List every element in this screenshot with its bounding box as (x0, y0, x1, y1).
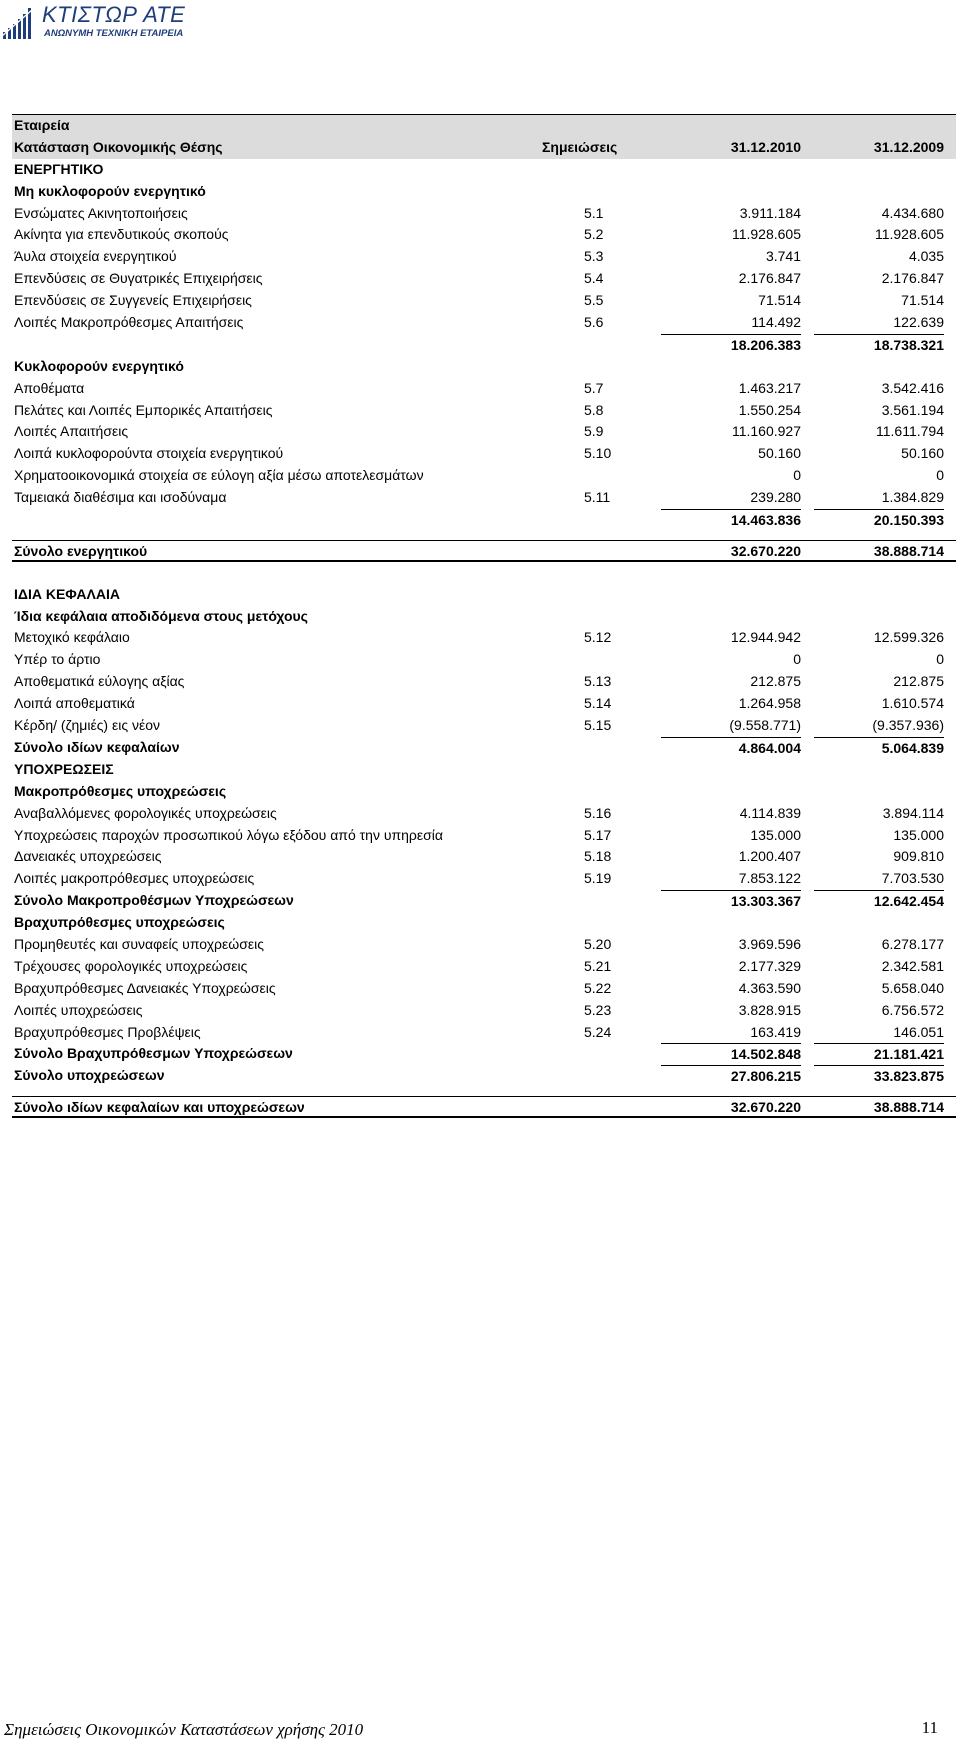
value-2010: 0 (793, 651, 801, 668)
row-label: Λοιπές Μακροπρόθεσμες Απαιτήσεις (14, 314, 244, 331)
table-row (12, 803, 956, 825)
value-2009: 18.738.321 (814, 334, 944, 357)
value-2009: 122.639 (893, 314, 944, 331)
note-ref: 5.19 (584, 870, 612, 887)
table-row (12, 693, 956, 715)
current-total-row (12, 509, 956, 531)
value-2010: 1.264.958 (738, 695, 801, 712)
value-2009: 3.894.114 (882, 804, 944, 821)
value-2010: 4.864.004 (661, 737, 801, 760)
value-2010: 2.176.847 (738, 270, 801, 287)
row-label: Ταμειακά διαθέσιμα και ισοδύναμα (14, 489, 227, 506)
entity-label: Εταιρεία (14, 117, 70, 133)
table-row (12, 825, 956, 847)
table-row (12, 487, 956, 509)
note-ref: 5.15 (584, 717, 612, 734)
value-2010: 3.969.596 (738, 935, 801, 952)
total-assets-row (12, 540, 956, 562)
total-liabilities-row (12, 1065, 956, 1087)
value-2009: 33.823.875 (814, 1065, 944, 1088)
long-term-liabilities-list (12, 803, 956, 891)
row-label: Κέρδη/ (ζημιές) εις νέον (14, 717, 161, 734)
short-term-heading (12, 912, 956, 934)
row-label: Βραχυπρόθεσμες Δανειακές Υποχρεώσεις (14, 979, 276, 996)
col-2009-header: 31.12.2009 (873, 138, 944, 155)
value-2010: 3.828.915 (738, 1001, 801, 1018)
note-ref: 5.9 (584, 423, 604, 440)
table-row (12, 649, 956, 671)
noncurrent-total-row (12, 334, 956, 356)
table-row (12, 268, 956, 290)
value-2010: 212.875 (750, 673, 801, 690)
grand-total-row (12, 1096, 956, 1118)
subsection-heading: Κυκλοφορούν ενεργητικό (14, 357, 184, 374)
row-label: Βραχυπρόθεσμες Προβλέψεις (14, 1023, 201, 1040)
note-ref: 5.10 (584, 445, 612, 462)
row-label: Χρηματοοικονομικά στοιχεία σε εύλογη αξία μέσω αποτελεσμάτων (14, 467, 424, 484)
value-2010: 135.000 (750, 826, 801, 843)
value-2010: 0 (793, 467, 801, 484)
long-term-total-row (12, 890, 956, 912)
value-2010: 1.463.217 (738, 379, 801, 396)
value-2009: 7.703.530 (881, 870, 944, 887)
row-label: Λοιπές Απαιτήσεις (14, 423, 129, 440)
value-2010: 27.806.215 (661, 1065, 801, 1088)
table-row (12, 715, 956, 737)
value-2009: 21.181.421 (814, 1043, 944, 1066)
value-2009: 212.875 (893, 673, 944, 690)
value-2009: (9.357.936) (872, 717, 944, 734)
value-2009: 1.610.574 (881, 695, 944, 712)
value-2010: 239.280 (750, 489, 801, 506)
note-ref: 5.18 (584, 848, 612, 865)
note-ref: 5.11 (584, 489, 611, 506)
table-row (12, 400, 956, 422)
table-row (12, 203, 956, 225)
value-2010: 4.114.839 (739, 804, 801, 821)
value-2009: 38.888.714 (873, 1099, 944, 1116)
value-2009: 4.035 (908, 248, 944, 265)
value-2009: 4.434.680 (881, 204, 944, 221)
current-assets-list (12, 378, 956, 509)
value-2010: 71.514 (758, 292, 801, 309)
value-2009: 38.888.714 (873, 542, 944, 559)
row-label: Σύνολο Βραχυπρόθεσμων Υποχρεώσεων (14, 1045, 293, 1062)
table-row (12, 934, 956, 956)
assets-heading (12, 159, 956, 181)
current-heading (12, 356, 956, 378)
value-2009: 146.051 (893, 1023, 944, 1040)
value-2010: 2.177.329 (738, 957, 801, 974)
subsection-heading: Μη κυκλοφορούν ενεργητικό (14, 182, 206, 199)
value-2010: 11.928.605 (731, 226, 801, 243)
value-2009: 909.810 (893, 848, 944, 865)
row-label: Επενδύσεις σε Θυγατρικές Επιχειρήσεις (14, 270, 263, 287)
note-ref: 5.4 (584, 270, 604, 287)
table-row (12, 846, 956, 868)
value-2010: 13.303.367 (661, 890, 801, 913)
table-row (12, 868, 956, 890)
row-label: Δανειακές υποχρεώσεις (14, 848, 162, 865)
row-label: Λοιπά αποθεματικά (14, 695, 135, 712)
value-2010: 18.206.383 (661, 334, 801, 357)
table-row (12, 956, 956, 978)
value-2009: 2.176.847 (881, 270, 944, 287)
value-2010: 1.200.407 (738, 848, 801, 865)
row-label: Σύνολο Μακροπροθέσμων Υποχρεώσεων (14, 892, 294, 909)
value-2009: 11.928.605 (874, 226, 944, 243)
subsection-heading: Ίδια κεφάλαια αποδιδόμενα στους μετόχους (14, 607, 308, 624)
table-row (12, 421, 956, 443)
value-2009: 5.658.040 (881, 979, 944, 996)
value-2010: 32.670.220 (730, 542, 801, 559)
table-row (12, 1022, 956, 1044)
financial-position-statement (12, 114, 956, 1118)
row-label: Άυλα στοιχεία ενεργητικού (14, 248, 177, 265)
row-label: Λοιπά κυκλοφορούντα στοιχεία ενεργητικού (14, 445, 284, 462)
page-footer (0, 1718, 960, 1748)
note-ref: 5.3 (584, 248, 604, 265)
col-2010-header: 31.12.2010 (730, 138, 801, 155)
row-label: Μετοχικό κεφάλαιο (14, 629, 130, 646)
row-label: Αποθεματικά εύλογης αξίας (14, 673, 185, 690)
value-2010: 11.160.927 (731, 423, 801, 440)
note-ref: 5.17 (584, 826, 612, 843)
short-term-liabilities-list (12, 934, 956, 1043)
note-ref: 5.1 (584, 204, 604, 221)
row-label: Σύνολο ιδίων κεφαλαίων και υποχρεώσεων (14, 1099, 305, 1116)
equity-heading (12, 584, 956, 606)
value-2010: 4.363.590 (738, 979, 801, 996)
statement-title: Κατάσταση Οικονομικής Θέσης (14, 138, 223, 155)
equity-total-row (12, 737, 956, 759)
row-label: Υποχρεώσεις παροχών προσωπικού λόγω εξόδου από την υπηρεσία (14, 826, 443, 843)
note-ref: 5.16 (584, 804, 612, 821)
page-header (0, 0, 960, 60)
page-number: 11 (921, 1718, 938, 1737)
row-label: Πελάτες και Λοιπές Εμπορικές Απαιτήσεις (14, 401, 273, 418)
value-2010: 32.670.220 (730, 1099, 801, 1116)
value-2009: 6.278.177 (881, 935, 944, 952)
section-heading: ΙΔΙΑ ΚΕΦΑΛΑΙΑ (14, 585, 120, 602)
row-label: Ενσώματες Ακινητοποιήσεις (14, 204, 188, 221)
value-2010: 50.160 (758, 445, 801, 462)
value-2010: (9.558.771) (729, 717, 801, 734)
section-heading: ΕΝΕΡΓΗΤΙΚΟ (14, 160, 104, 177)
row-label: Λοιπές μακροπρόθεσμες υποχρεώσεις (14, 870, 255, 887)
row-label: Προμηθευτές και συναφείς υποχρεώσεις (14, 935, 264, 952)
company-name: ΚΤΙΣΤΩΡ ΑΤΕ (42, 2, 186, 27)
value-2009: 20.150.393 (814, 509, 944, 532)
note-ref: 5.12 (584, 629, 612, 646)
subsection-heading: Μακροπρόθεσμες υποχρεώσεις (14, 782, 227, 799)
long-term-heading (12, 781, 956, 803)
value-2009: 3.561.194 (881, 401, 944, 418)
subsection-heading: Βραχυπρόθεσμες υποχρεώσεις (14, 914, 225, 931)
liabilities-heading (12, 759, 956, 781)
table-row (12, 627, 956, 649)
value-2009: 6.756.572 (881, 1001, 944, 1018)
note-ref: 5.20 (584, 935, 612, 952)
col-notes-header: Σημειώσεις (542, 138, 618, 155)
row-label: Αναβαλλόμενες φορολογικές υποχρεώσεις (14, 804, 277, 821)
table-row (12, 224, 956, 246)
footer-title: Σημειώσεις Οικονομικών Καταστάσεων χρήσης 2010 (4, 1720, 364, 1739)
equity-subheading (12, 606, 956, 628)
value-2010: 114.492 (751, 314, 801, 331)
row-label: Υπέρ το άρτιο (14, 651, 101, 668)
note-ref: 5.13 (584, 673, 612, 690)
table-row (12, 378, 956, 400)
value-2010: 1.550.254 (738, 401, 801, 418)
value-2010: 163.419 (750, 1023, 801, 1040)
note-ref: 5.23 (584, 1001, 612, 1018)
row-label: Ακίνητα για επενδυτικούς σκοπούς (14, 226, 229, 243)
value-2009: 11.611.794 (876, 423, 944, 440)
table-row (12, 246, 956, 268)
noncurrent-heading (12, 181, 956, 203)
row-label: Σύνολο ενεργητικού (14, 542, 148, 559)
value-2009: 5.064.839 (814, 737, 944, 760)
table-row (12, 978, 956, 1000)
note-ref: 5.21 (584, 957, 612, 974)
value-2010: 12.944.942 (730, 629, 801, 646)
value-2009: 3.542.416 (881, 379, 944, 396)
row-label: Λοιπές υποχρεώσεις (14, 1001, 143, 1018)
row-label: Σύνολο υποχρεώσεων (14, 1067, 165, 1084)
table-row (12, 290, 956, 312)
value-2009: 0 (936, 651, 944, 668)
value-2010: 3.911.184 (739, 204, 801, 221)
value-2009: 2.342.581 (881, 957, 944, 974)
row-label: Τρέχουσες φορολογικές υποχρεώσεις (14, 957, 248, 974)
table-row (12, 465, 956, 487)
row-label: Επενδύσεις σε Συγγενείς Επιχειρήσεις (14, 292, 252, 309)
note-ref: 5.7 (584, 379, 604, 396)
value-2009: 12.599.326 (873, 629, 944, 646)
value-2009: 12.642.454 (814, 890, 944, 913)
value-2009: 50.160 (901, 445, 944, 462)
value-2009: 1.384.829 (881, 489, 944, 506)
note-ref: 5.8 (584, 401, 604, 418)
entity-row (12, 114, 956, 137)
table-row (12, 443, 956, 465)
value-2009: 71.514 (901, 292, 944, 309)
value-2010: 14.463.836 (661, 509, 801, 532)
short-term-total-row (12, 1043, 956, 1065)
table-row (12, 312, 956, 334)
value-2009: 0 (936, 467, 944, 484)
note-ref: 5.2 (584, 226, 604, 243)
table-row (12, 1000, 956, 1022)
note-ref: 5.14 (584, 695, 612, 712)
column-header-row (12, 137, 956, 159)
note-ref: 5.24 (584, 1023, 612, 1040)
value-2010: 3.741 (765, 248, 801, 265)
note-ref: 5.6 (584, 314, 604, 331)
row-label: Αποθέματα (14, 379, 85, 396)
note-ref: 5.5 (584, 292, 604, 309)
row-label: Σύνολο ιδίων κεφαλαίων (14, 738, 180, 755)
value-2010: 14.502.848 (661, 1043, 801, 1066)
note-ref: 5.22 (584, 979, 612, 996)
section-heading: ΥΠΟΧΡΕΩΣΕΙΣ (14, 760, 114, 777)
value-2010: 7.853.122 (738, 870, 801, 887)
building-bars-icon (2, 6, 32, 40)
noncurrent-assets-list (12, 203, 956, 334)
value-2009: 135.000 (893, 826, 944, 843)
company-subtitle: ΑΝΩΝΥΜΗ ΤΕΧΝΙΚΗ ΕΤΑΙΡΕΙΑ (44, 28, 184, 39)
table-row (12, 671, 956, 693)
equity-list (12, 627, 956, 736)
